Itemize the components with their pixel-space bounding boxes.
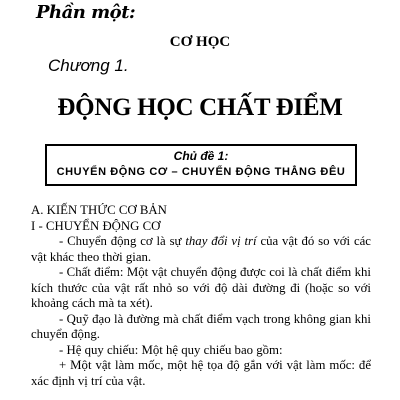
part-title: Phần một: (36, 2, 136, 23)
paragraph-trajectory: - Quỹ đạo là đường mà chất điểm vạch trong không gian khi chuyển động. (31, 311, 371, 341)
chapter-title: ĐỘNG HỌC CHẤT ĐIỂM (57, 94, 343, 121)
paragraph-motion-definition (31, 234, 371, 265)
chapter-label: Chương 1. (48, 56, 129, 75)
heading-basic-knowledge: A. KIẾN THỨC CƠ BẢN (31, 203, 167, 217)
body-content (31, 203, 371, 389)
paragraph-reference-frame: - Hệ quy chiếu: Một hệ quy chiếu bao gồm: (59, 342, 283, 357)
paragraph-text: - Chuyển động cơ là sự (59, 234, 186, 248)
section-title: CƠ HỌC (169, 34, 231, 50)
emphasized-text: thay đổi vị trí (185, 234, 257, 248)
paragraph-point-mass: - Chất điểm: Một vật chuyển động được coi là chất điểm khi kích thước của vật rất nhỏ so với độ dài đường đi (hoặc so với khoảng cách mà ta xét). (31, 265, 371, 310)
paragraph-reference-object: + Một vật làm mốc, một hệ tọa độ gắn với vật làm mốc: để xác định vị trí của vật. (31, 358, 371, 388)
topic-box (45, 144, 357, 186)
topic-name: CHUYỂN ĐỘNG CƠ – CHUYỂN ĐỘNG THẲNG ĐÊU (56, 166, 346, 178)
topic-label: Chủ đề 1: (173, 149, 229, 163)
heading-mechanical-motion: I - CHUYỂN ĐỘNG CƠ (31, 218, 161, 233)
paragraph-text: của vật đó so với các vật khác theo thời gian. (31, 234, 371, 264)
